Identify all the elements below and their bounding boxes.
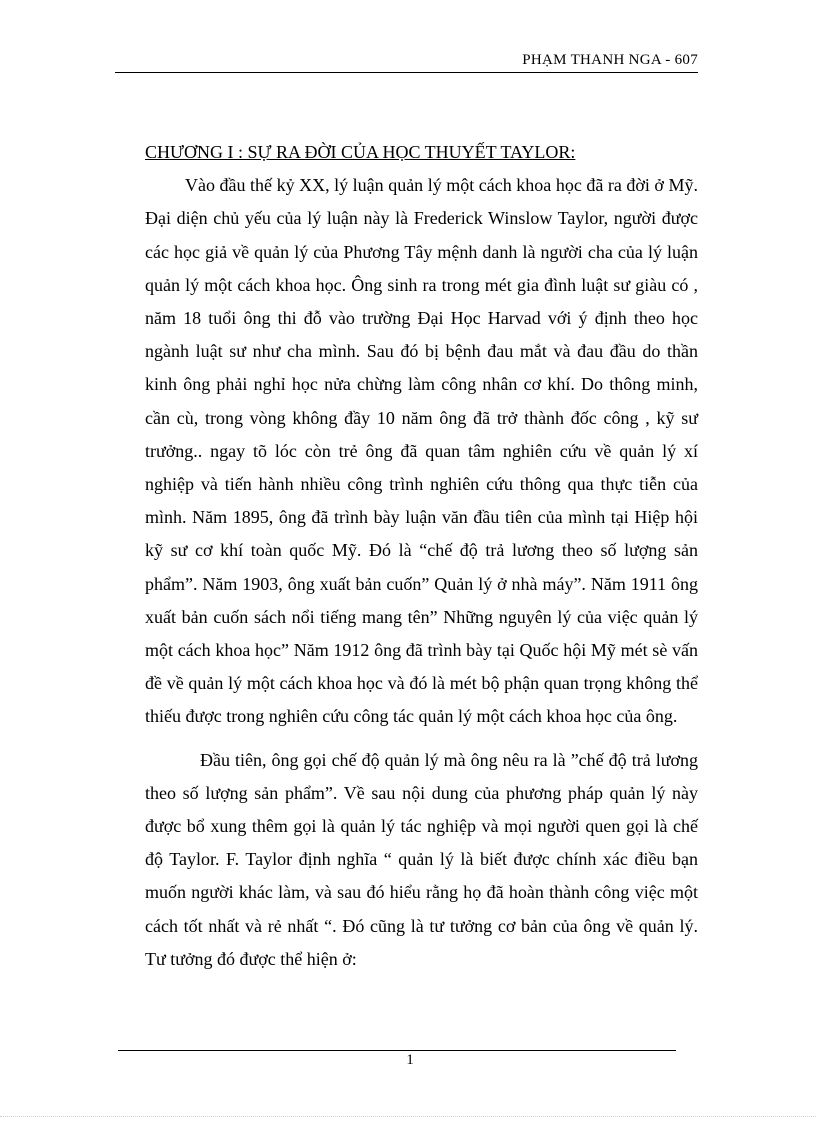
chapter-title: CHƯƠNG I : SỰ RA ĐỜI CỦA HỌC THUYẾT TAYLOR:	[145, 142, 576, 162]
header-rule	[115, 72, 698, 73]
page-edge-divider	[0, 1116, 816, 1117]
page-content	[145, 136, 698, 976]
page-number: 1	[406, 1052, 414, 1068]
running-header: PHẠM THANH NGA - 607	[522, 52, 698, 68]
body-paragraph-2: Đầu tiên, ông gọi chế độ quản lý mà ông nêu ra là ”chế độ trả lương theo số lượng sản phẩm”. Về sau nội dung của phương pháp quản lý này được bổ xung thêm gọi là quản lý tác nghiệp và mọi người quen gọi là chế độ Taylor. F. Taylor định nghĩa “ quản lý là biết được chính xác điều bạn muốn người khác làm, và sau đó hiểu rằng họ đã hoàn thành công việc một cách tốt nhất và rẻ nhất “. Đó cũng là tư tưởng cơ bản của ông về quản lý. Tư tưởng đó được thể hiện ở:	[145, 749, 698, 969]
footer-rule	[118, 1050, 676, 1051]
body-paragraph-1: Vào đầu thế kỷ XX, lý luận quản lý một cách khoa học đã ra đời ở Mỹ. Đại diện chủ yếu của lý luận này là Frederick Winslow Taylor, người được các học giả về quản lý của Phương Tây mệnh danh là người cha của lý luận quản lý một cách khoa học. Ông sinh ra trong mét gia đình luật sư giàu có , năm 18 tuổi ông thi đỗ vào trường Đại Học Harvad với ý định theo học ngành luật sư như cha mình. Sau đó bị bệnh đau mắt và đau đầu do thần kinh ông phải nghỉ học nửa chừng làm công nhân cơ khí. Do thông minh, cần cù, trong vòng không đầy 10 năm ông đã trở thành đốc công , kỹ sư trưởng.. ngay tõ lóc còn trẻ ông đã quan tâm nghiên cứu về quản lý xí nghiệp và tiến hành nhiều công trình nghiên cứu thông qua thực tiễn của mình. Năm 1895, ông đã trình bày luận văn đầu tiên của mình tại Hiệp hội kỹ sư cơ khí toàn quốc Mỹ. Đó là “chế độ trả lương theo số lượng sản phẩm”. Năm 1903, ông xuất bản cuốn” Quản lý ở nhà máy”. Năm 1911 ông xuất bản cuốn sách nổi tiếng mang tên” Những nguyên lý của việc quản lý một cách khoa học” Năm 1912 ông đã trình bày tại Quốc hội Mỹ mét sè vấn đề về quản lý một cách khoa học và đó là mét bộ phận quan trọng không thể thiếu được trong nghiên cứu công tác quản lý một cách khoa học của ông.	[145, 175, 698, 727]
